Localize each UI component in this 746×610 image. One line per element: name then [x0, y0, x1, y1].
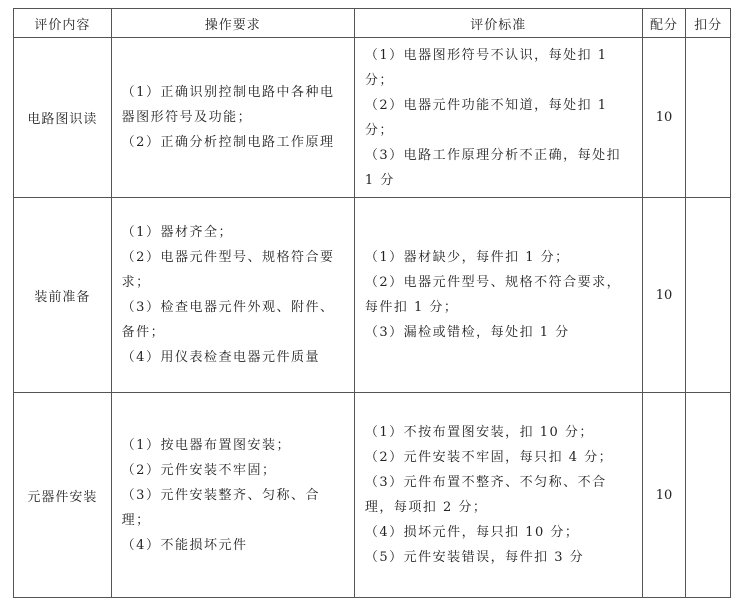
- header-deduct: 扣分: [686, 9, 731, 38]
- header-criteria: 评价标准: [354, 9, 642, 38]
- requirement-line: （1）正确识别控制电路中各种电器图形符号及功能；: [121, 85, 335, 125]
- row-criteria: [354, 38, 642, 198]
- criterion-line: （3）电路工作原理分析不正确，每处扣 1 分: [364, 147, 622, 188]
- requirement-line: （2）元件安装不牢固；: [121, 462, 277, 478]
- requirements-list: [112, 80, 354, 155]
- table-row: [14, 198, 731, 393]
- criterion-line: （4）损坏元件，每只扣 10 分；: [364, 525, 580, 540]
- criterion-line: （3）漏检或错检，每处扣 1 分: [364, 325, 570, 340]
- table-row: [14, 393, 731, 598]
- row-requirements: [111, 393, 354, 598]
- row-item: 装前准备: [14, 198, 112, 393]
- requirement-line: （3）元件安装整齐、匀称、合理；: [121, 487, 320, 528]
- requirements-list: [112, 433, 354, 558]
- row-score: 10: [642, 393, 686, 598]
- row-deduct-cell[interactable]: [686, 198, 731, 393]
- header-row: [14, 9, 731, 38]
- requirement-line: （1）器材齐全；: [121, 225, 233, 240]
- row-score: 10: [642, 198, 686, 393]
- criteria-list: [355, 420, 642, 570]
- requirement-line: （4）不能损坏元件: [121, 537, 248, 553]
- row-requirements: [111, 198, 354, 393]
- row-criteria: [354, 198, 642, 393]
- criterion-line: （1）不按布置图安装，扣 10 分；: [364, 425, 594, 440]
- requirement-line: （2）电器元件型号、规格符合要求；: [121, 250, 335, 290]
- requirements-list: [112, 220, 354, 370]
- criterion-line: （2）电器元件型号、规格不符合要求，每件扣 1 分；: [364, 275, 622, 315]
- header-item: 评价内容: [14, 9, 112, 38]
- row-deduct-cell[interactable]: [686, 38, 731, 198]
- row-deduct-cell[interactable]: [686, 393, 731, 598]
- requirement-line: （4）用仪表检查电器元件质量: [121, 350, 320, 365]
- criterion-line: （5）元件安装错误，每件扣 3 分: [364, 550, 585, 565]
- criterion-line: （1）器材缺少，每件扣 1 分；: [364, 250, 570, 265]
- requirement-line: （1）按电器布置图安装；: [121, 437, 291, 453]
- header-requirements: 操作要求: [111, 9, 354, 38]
- criteria-list: [355, 245, 642, 345]
- criterion-line: （1）电器图形符号不认识，每处扣 1 分；: [364, 47, 608, 88]
- evaluation-table: [13, 8, 731, 598]
- requirement-line: （3）检查电器元件外观、附件、备件；: [121, 300, 335, 340]
- row-score: 10: [642, 38, 686, 198]
- table-row: [14, 38, 731, 198]
- table-continuation-mask: [13, 598, 733, 610]
- header-score: 配分: [642, 9, 686, 38]
- criteria-list: [355, 43, 642, 193]
- row-requirements: [111, 38, 354, 198]
- row-item: 元器件安装: [14, 393, 112, 598]
- criterion-line: （3）元件布置不整齐、不匀称、不合理，每项扣 2 分；: [364, 475, 607, 515]
- row-criteria: [354, 393, 642, 598]
- row-item: 电路图识读: [14, 38, 112, 198]
- criterion-line: （2）电器元件功能不知道，每处扣 1 分；: [364, 97, 608, 138]
- criterion-line: （2）元件安装不牢固，每只扣 4 分；: [364, 450, 614, 465]
- requirement-line: （2）正确分析控制电路工作原理: [121, 135, 335, 150]
